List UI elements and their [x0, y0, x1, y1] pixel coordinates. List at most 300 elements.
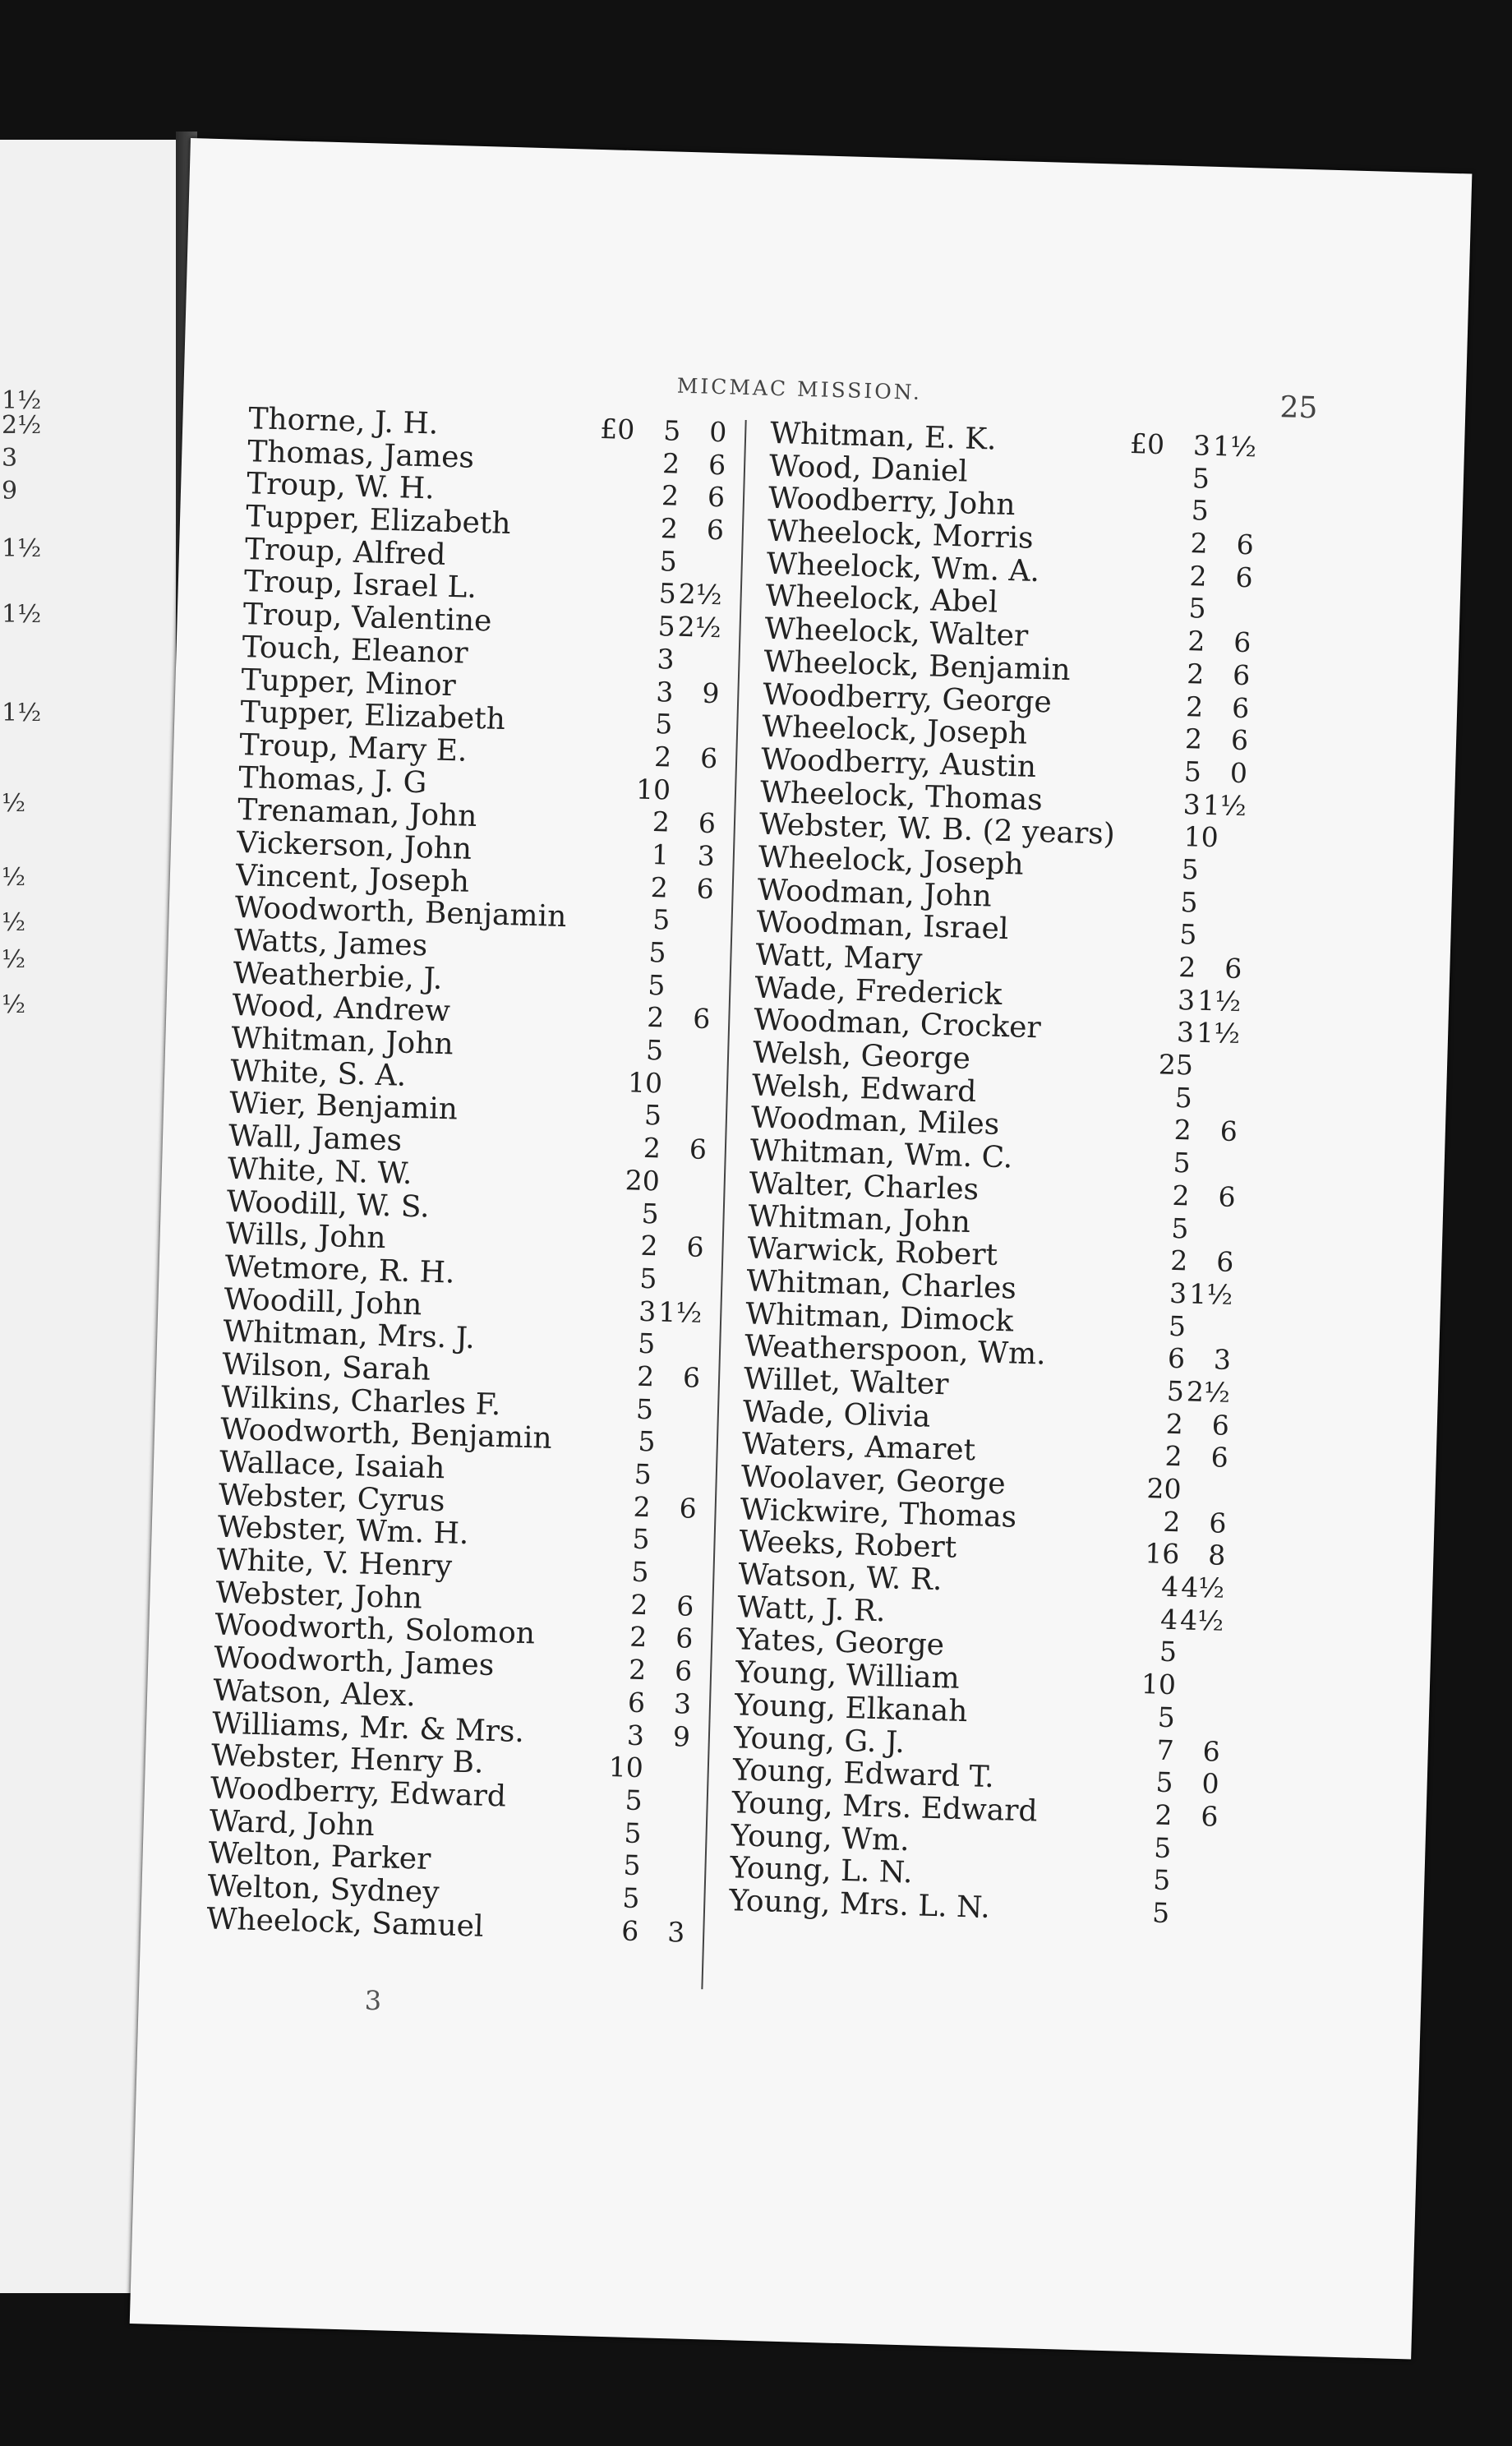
amount-shillings: 5 — [1187, 592, 1207, 625]
amount-pounds — [1073, 1659, 1131, 1660]
subscriber-name: Young, Mrs. Edward — [731, 1786, 1039, 1829]
amount-pence: 6 — [675, 1622, 694, 1655]
amount-shillings: 6 — [1167, 1342, 1186, 1375]
subscriber-name: Willet, Walter — [743, 1362, 949, 1402]
facing-page-fragment: ½ — [2, 990, 26, 1019]
amount-pounds — [1078, 1463, 1136, 1465]
subscriber-name: Thorne, J. H. — [247, 402, 439, 441]
amount-pence: 6 — [686, 1230, 705, 1264]
amount-shillings: 2 — [1165, 1407, 1184, 1440]
subscriber-name: Welsh, George — [752, 1036, 971, 1076]
amount-pence: 8 — [1207, 1539, 1226, 1572]
amount-shillings: 5 — [622, 1848, 642, 1882]
amount-shillings: 5 — [659, 544, 678, 578]
amount-pence: 6 — [1210, 1441, 1229, 1475]
amount-shillings: 5 — [643, 1099, 662, 1132]
subscriber-name: Woodman, Miles — [750, 1101, 1000, 1142]
amount-shillings: 20 — [625, 1164, 661, 1198]
amount-pounds — [1082, 1332, 1140, 1334]
amount-shillings: 5 — [648, 935, 667, 969]
subscriber-column-left — [206, 403, 742, 1949]
subscriber-name: Young, G. J. — [733, 1720, 906, 1760]
subscriber-name: Woodworth, James — [213, 1641, 495, 1683]
amount-pence — [1177, 1662, 1223, 1664]
amount-pence: 2½ — [1186, 1375, 1231, 1409]
subscriber-name: Whitman, Charles — [745, 1264, 1017, 1306]
amount-pounds — [575, 503, 633, 505]
amount-pounds — [1076, 1528, 1134, 1530]
amount-pence — [640, 1875, 686, 1876]
amount-shillings: 5 — [638, 1262, 658, 1295]
amount-pounds — [553, 1285, 611, 1287]
subscriber-name: Webster, Cyrus — [218, 1478, 445, 1518]
amount-pence — [1171, 1858, 1217, 1859]
amount-pence: 0 — [1229, 756, 1248, 790]
amount-pounds — [556, 1188, 614, 1189]
subscriber-name: Whitman, John — [748, 1198, 971, 1239]
subscriber-name: Whitman, Wm. C. — [749, 1133, 1013, 1175]
subscriber-name: Wheelock, Thomas — [759, 775, 1044, 817]
amount-pounds — [1086, 1202, 1143, 1204]
amount-pounds — [568, 764, 625, 765]
amount-pence — [666, 962, 712, 964]
amount-pounds — [1066, 1920, 1123, 1922]
amount-shillings: 5 — [647, 968, 666, 1002]
amount-pence: 6 — [1230, 723, 1249, 757]
subscriber-name: Woodworth, Solomon — [214, 1608, 536, 1651]
subscriber-name: Wheelock, Samuel — [205, 1902, 485, 1944]
subscriber-name: Tupper, Minor — [241, 662, 457, 703]
amount-shillings: 5 — [652, 903, 671, 936]
subscriber-name: Vincent, Joseph — [235, 858, 470, 899]
subscriber-name: Woodworth, Benjamin — [234, 891, 567, 935]
amount-pounds — [551, 1383, 608, 1385]
subscriber-name: Wheelock, Walter — [764, 612, 1029, 653]
amount-pounds — [1092, 974, 1150, 976]
amount-pounds — [1101, 648, 1159, 649]
subscriber-name: Young, Wm. — [731, 1818, 910, 1858]
amount-shillings: 5 — [1151, 1896, 1170, 1930]
amount-pence: 6 — [708, 448, 726, 482]
amount-shillings: 2 — [660, 512, 679, 545]
amount-shillings: 5 — [1179, 885, 1199, 919]
subscriber-column-right — [729, 418, 1264, 1931]
amount-pounds — [541, 1742, 598, 1743]
amount-pounds — [1075, 1594, 1132, 1595]
subscriber-name: Wheelock, Abel — [765, 579, 998, 621]
amount-shillings: 2 — [1185, 690, 1204, 723]
amount-pounds — [1074, 1626, 1132, 1627]
amount-pence: 6 — [707, 481, 726, 514]
amount-pence — [665, 995, 711, 996]
amount-pence: 6 — [682, 1361, 701, 1394]
amount-pounds — [555, 1220, 612, 1221]
subscriber-name: White, N. W. — [227, 1151, 413, 1191]
amount-shillings: 5 — [1192, 461, 1210, 495]
amount-pence — [653, 1419, 699, 1420]
amount-shillings: 4 — [1159, 1603, 1178, 1636]
amount-pence: 1½ — [1188, 1277, 1233, 1311]
amount-shillings: 2 — [629, 1588, 648, 1621]
amount-shillings: 5 — [1166, 1374, 1185, 1408]
amount-pence: 0 — [1201, 1767, 1220, 1800]
amount-pence: 6 — [1202, 1734, 1221, 1768]
subscriber-name: Tupper, Elizabeth — [245, 500, 512, 542]
amount-pence — [659, 1190, 705, 1192]
subscriber-name: Walter, Charles — [749, 1166, 980, 1207]
amount-pence — [1174, 1727, 1220, 1728]
amount-pounds — [1091, 1007, 1149, 1008]
amount-pence — [677, 570, 723, 572]
subscriber-name: Wood, Andrew — [231, 989, 451, 1029]
amount-shillings: 10 — [608, 1751, 644, 1784]
amount-pence: 6 — [696, 872, 715, 905]
amount-shillings: 5 — [635, 1392, 654, 1425]
amount-pounds — [1070, 1756, 1127, 1758]
subscriber-name: Williams, Mr. & Mrs. — [211, 1705, 525, 1749]
amount-shillings: 2 — [628, 1653, 647, 1687]
subscriber-name: Watson, W. R. — [737, 1558, 943, 1598]
amount-pounds — [1089, 1105, 1146, 1106]
amount-pence: 6 — [1224, 952, 1242, 985]
amount-shillings: 5 — [1155, 1765, 1174, 1799]
amount-shillings: 2 — [640, 1230, 659, 1262]
amount-pounds — [536, 1905, 593, 1907]
amount-pence: 3 — [697, 839, 716, 873]
amount-pence — [674, 668, 720, 670]
subscriber-name: Wheelock, Benjamin — [763, 644, 1072, 687]
amount-shillings: 3 — [1169, 1276, 1187, 1310]
subscriber-name: Watt, J. R. — [736, 1590, 887, 1629]
subscriber-name: Wickwire, Thomas — [740, 1493, 1017, 1535]
amount-shillings: 5 — [1170, 1211, 1189, 1244]
amount-shillings: 5 — [624, 1816, 643, 1849]
subscriber-name: Welton, Parker — [208, 1836, 431, 1877]
subscriber-name: Whitman, Mrs. J. — [222, 1314, 476, 1356]
amount-shillings: 3 — [626, 1719, 645, 1751]
amount-shillings: 5 — [657, 610, 676, 643]
amount-pence — [1181, 1498, 1227, 1500]
subscriber-name: Whitman, E. K. — [769, 416, 998, 457]
amount-pounds — [554, 1253, 611, 1254]
amount-shillings: 2 — [1173, 1114, 1192, 1147]
amount-pounds — [561, 992, 619, 994]
subscriber-name: Woodill, W. S. — [226, 1184, 431, 1225]
amount-pounds — [567, 796, 625, 798]
facing-page-fragment: 1½ — [2, 699, 42, 727]
subscriber-name: Woolaver, George — [740, 1460, 1007, 1502]
amount-pence — [649, 1549, 695, 1551]
amount-shillings: 2 — [633, 1490, 652, 1523]
amount-pounds — [535, 1937, 592, 1939]
amount-pounds — [1084, 1267, 1141, 1269]
amount-shillings: 25 — [1158, 1048, 1194, 1082]
subscriber-name: Troup, Valentine — [242, 598, 492, 639]
amount-pounds — [559, 1090, 616, 1091]
subscriber-name: Webster, Henry B. — [210, 1738, 485, 1780]
amount-shillings: 5 — [645, 1033, 664, 1067]
subscriber-name: Weatherspoon, Wm. — [744, 1329, 1047, 1372]
amount-shillings: 2 — [652, 805, 671, 838]
amount-pounds — [1093, 941, 1150, 943]
amount-pence — [639, 1908, 685, 1909]
subscriber-name: Wheelock, Joseph — [758, 840, 1025, 882]
facing-page-fragment: 2½ — [2, 411, 42, 440]
amount-pounds — [1067, 1887, 1124, 1889]
amount-pence: 6 — [1200, 1800, 1219, 1833]
amount-pounds — [565, 861, 623, 863]
amount-shillings: 2 — [1164, 1440, 1183, 1473]
amount-shillings: 1 — [651, 838, 670, 871]
amount-shillings: 2 — [643, 1131, 662, 1165]
subscriber-name: Woodberry, George — [762, 677, 1053, 720]
amount-pounds — [1094, 909, 1151, 911]
amount-pence: 1½ — [1196, 984, 1242, 1018]
amount-pounds — [1076, 1561, 1133, 1562]
subscriber-name: Wilkins, Charles F. — [220, 1380, 501, 1422]
amount-pounds — [1090, 1039, 1148, 1041]
amount-pence: 6 — [1232, 658, 1251, 692]
amount-pounds — [1114, 844, 1172, 846]
facing-page-fragment: 1½ — [2, 386, 42, 415]
amount-pence: 1½ — [1212, 429, 1257, 464]
amount-shillings: 6 — [620, 1914, 639, 1947]
subscriber-name: Weeks, Robert — [738, 1525, 957, 1566]
facing-page-fragment: ½ — [2, 908, 26, 937]
amount-shillings: 2 — [1186, 657, 1205, 690]
amount-pounds — [1077, 1496, 1135, 1498]
amount-shillings: 5 — [637, 1327, 656, 1360]
subscriber-name: Wier, Benjamin — [228, 1087, 459, 1127]
amount-pounds — [548, 1481, 606, 1483]
amount-pounds — [1068, 1822, 1126, 1824]
amount-shillings: 5 — [634, 1457, 652, 1491]
amount-pounds — [1103, 583, 1160, 584]
amount-pounds — [545, 1579, 602, 1581]
amount-shillings: 5 — [641, 1197, 660, 1230]
subscriber-name: Whitman, Dimock — [744, 1296, 1014, 1339]
subscriber-name: Wheelock, Wm. A. — [766, 547, 1040, 588]
subscriber-name: Wade, Frederick — [754, 971, 1003, 1012]
amount-pence: 2½ — [677, 610, 722, 644]
amount-pence — [1196, 944, 1242, 946]
amount-shillings: 7 — [1156, 1733, 1175, 1766]
subscriber-name: Troup, Alfred — [244, 532, 446, 572]
amount-pence — [663, 1060, 709, 1062]
amount-pounds — [557, 1155, 615, 1156]
amount-shillings: 2 — [1178, 950, 1196, 984]
amount-pence — [641, 1843, 687, 1844]
amount-pence: 6 — [675, 1589, 694, 1622]
signature-mark: 3 — [364, 1984, 382, 2017]
amount-pence: 1½ — [1202, 788, 1247, 822]
amount-pence: 6 — [1236, 528, 1255, 561]
subscriber-name: Warwick, Robert — [746, 1231, 998, 1273]
amount-pence: 1½ — [657, 1295, 703, 1329]
amount-pounds — [564, 894, 621, 896]
amount-shillings: 2 — [661, 479, 680, 513]
facing-page-fragment: ½ — [2, 789, 26, 818]
subscriber-name: Watt, Mary — [754, 938, 924, 977]
amount-shillings: 10 — [627, 1066, 663, 1100]
subscriber-name: Wetmore, R. H. — [224, 1249, 456, 1290]
amount-pounds — [569, 699, 627, 700]
subscriber-name: Welton, Sydney — [207, 1869, 440, 1910]
amount-pounds — [537, 1839, 595, 1841]
amount-pounds — [569, 731, 626, 732]
amount-pence — [1170, 1890, 1216, 1891]
amount-pounds — [551, 1448, 609, 1450]
amount-pounds — [571, 633, 629, 635]
amount-shillings: 3 — [656, 642, 675, 676]
subscriber-name: Touch, Eleanor — [242, 630, 469, 671]
amount-pence — [1193, 1075, 1239, 1077]
amount-shillings: 16 — [1144, 1537, 1180, 1571]
amount-pence: 6 — [1219, 1115, 1238, 1148]
amount-pounds — [1087, 1137, 1145, 1138]
amount-shillings: 2 — [1172, 1179, 1191, 1212]
amount-shillings: 5 — [637, 1425, 657, 1458]
amount-pence — [643, 1777, 689, 1779]
amount-pounds — [546, 1513, 604, 1515]
amount-shillings: 2 — [1189, 559, 1208, 593]
amount-pounds — [558, 1122, 615, 1124]
subscriber-name: Watts, James — [233, 923, 428, 963]
amount-pence: 6 — [1231, 691, 1250, 724]
subscriber-name: Thomas, James — [247, 434, 475, 475]
amount-pounds — [540, 1775, 597, 1776]
amount-shillings: 5 — [662, 414, 681, 447]
amount-pounds — [551, 1350, 609, 1352]
amount-pence — [642, 1810, 688, 1811]
subscriber-name: Watson, Alex. — [212, 1673, 417, 1714]
amount-pounds — [566, 926, 624, 928]
amount-shillings: 2 — [662, 446, 680, 480]
subscriber-name: Wallace, Isaiah — [219, 1445, 445, 1486]
amount-pence — [1210, 487, 1256, 489]
subscriber-name: Young, Edward T. — [732, 1753, 995, 1795]
subscriber-name: Troup, Mary E. — [238, 727, 468, 768]
subscriber-name: Woodman, Crocker — [753, 1003, 1042, 1045]
amount-pence: 9 — [672, 1719, 691, 1753]
amount-shillings: 3 — [1182, 787, 1201, 821]
amount-pence: 6 — [706, 513, 725, 547]
amount-pence: 6 — [1208, 1506, 1227, 1539]
amount-pounds — [1105, 518, 1163, 519]
amount-shillings: 5 — [1183, 755, 1202, 788]
subscriber-name: Webster, W. B. (2 years) — [758, 807, 1116, 851]
amount-shillings: 3 — [638, 1295, 657, 1327]
amount-pounds — [1081, 1365, 1139, 1367]
amount-pence: 6 — [1215, 1245, 1234, 1279]
subscriber-name: Wood, Daniel — [768, 449, 969, 489]
facing-page-fragment: ½ — [2, 945, 26, 974]
subscriber-name: Wheelock, Morris — [767, 514, 1035, 556]
amount-pence — [662, 1092, 708, 1094]
amount-pence — [1197, 911, 1243, 913]
amount-shillings: 2 — [1187, 625, 1205, 658]
subscriber-name: Wills, John — [225, 1216, 387, 1256]
amount-pence: 0 — [708, 415, 727, 449]
facing-page-fragment: 1½ — [2, 600, 42, 629]
amount-pounds — [562, 959, 620, 961]
amount-pence — [670, 930, 716, 931]
amount-shillings: 5 — [1173, 1147, 1192, 1179]
amount-shillings: 10 — [1183, 820, 1219, 854]
amount-pence: 9 — [701, 676, 720, 709]
subscriber-name: Woodman, John — [757, 873, 993, 914]
amount-pence: 4½ — [1180, 1571, 1225, 1604]
amount-shillings: 2 — [1169, 1244, 1188, 1277]
amount-shillings: 2 — [653, 740, 672, 773]
amount-pence — [672, 734, 718, 736]
amount-shillings: 2 — [650, 870, 669, 904]
amount-pence — [655, 1354, 701, 1355]
amount-pence: 6 — [692, 1002, 711, 1036]
amount-shillings: 2 — [646, 1001, 665, 1034]
amount-pence: 3 — [673, 1687, 692, 1720]
subscriber-name: Young, Mrs. L. N. — [728, 1884, 991, 1925]
amount-pence: 3 — [1213, 1343, 1232, 1377]
amount-shillings: 3 — [1177, 983, 1196, 1017]
amount-pounds — [1106, 485, 1164, 487]
amount-pence: 6 — [1211, 1408, 1230, 1442]
amount-pence: 6 — [699, 741, 718, 775]
amount-pounds — [550, 1415, 607, 1417]
amount-pence: 6 — [674, 1655, 693, 1687]
amount-shillings: 5 — [658, 577, 677, 611]
amount-pounds — [1098, 778, 1155, 780]
subscriber-name: Wade, Olivia — [742, 1395, 931, 1434]
amount-pounds — [1072, 1724, 1129, 1725]
amount-pence — [655, 1451, 701, 1453]
subscriber-name: Young, William — [735, 1655, 961, 1696]
amount-pounds: £0 — [599, 413, 635, 446]
subscriber-name: Woodberry, Edward — [210, 1771, 507, 1814]
amount-pence: 2½ — [678, 578, 723, 612]
amount-shillings: 2 — [1184, 722, 1203, 755]
amount-pence — [648, 1581, 694, 1583]
subscriber-name: Woodberry, Austin — [760, 742, 1037, 784]
subscriber-name: Welsh, Edward — [751, 1068, 977, 1109]
amount-shillings: 4 — [1160, 1570, 1179, 1604]
subscriber-name: Woodworth, Benjamin — [219, 1412, 553, 1456]
facing-page-fragment: 3 — [2, 444, 18, 473]
amount-pence: 6 — [689, 1133, 708, 1166]
amount-pence — [671, 799, 717, 801]
subscriber-name: Vickerson, John — [236, 825, 472, 866]
amount-pence: 6 — [698, 806, 717, 840]
amount-pence — [662, 1125, 708, 1127]
amount-pounds — [1102, 616, 1159, 617]
subscriber-name: White, S. A. — [229, 1054, 407, 1093]
amount-pence — [658, 1223, 704, 1225]
subscriber-name: Young, L. N. — [729, 1851, 914, 1890]
amount-pounds — [1104, 550, 1161, 552]
amount-pounds — [1099, 713, 1157, 715]
amount-pounds — [1086, 1170, 1144, 1171]
running-head: MICMAC MISSION. — [676, 373, 923, 404]
amount-shillings: 5 — [632, 1523, 651, 1556]
subscriber-name: Woodman, Israel — [756, 905, 1009, 947]
amount-pounds — [1069, 1789, 1127, 1791]
amount-pence — [1198, 879, 1244, 881]
subscriber-name: Troup, Israel L. — [243, 565, 477, 606]
amount-pence — [1218, 847, 1264, 848]
subscriber-name: Yates, George — [735, 1622, 945, 1663]
amount-pounds — [576, 470, 634, 472]
subscriber-name: Troup, W. H. — [246, 467, 436, 506]
